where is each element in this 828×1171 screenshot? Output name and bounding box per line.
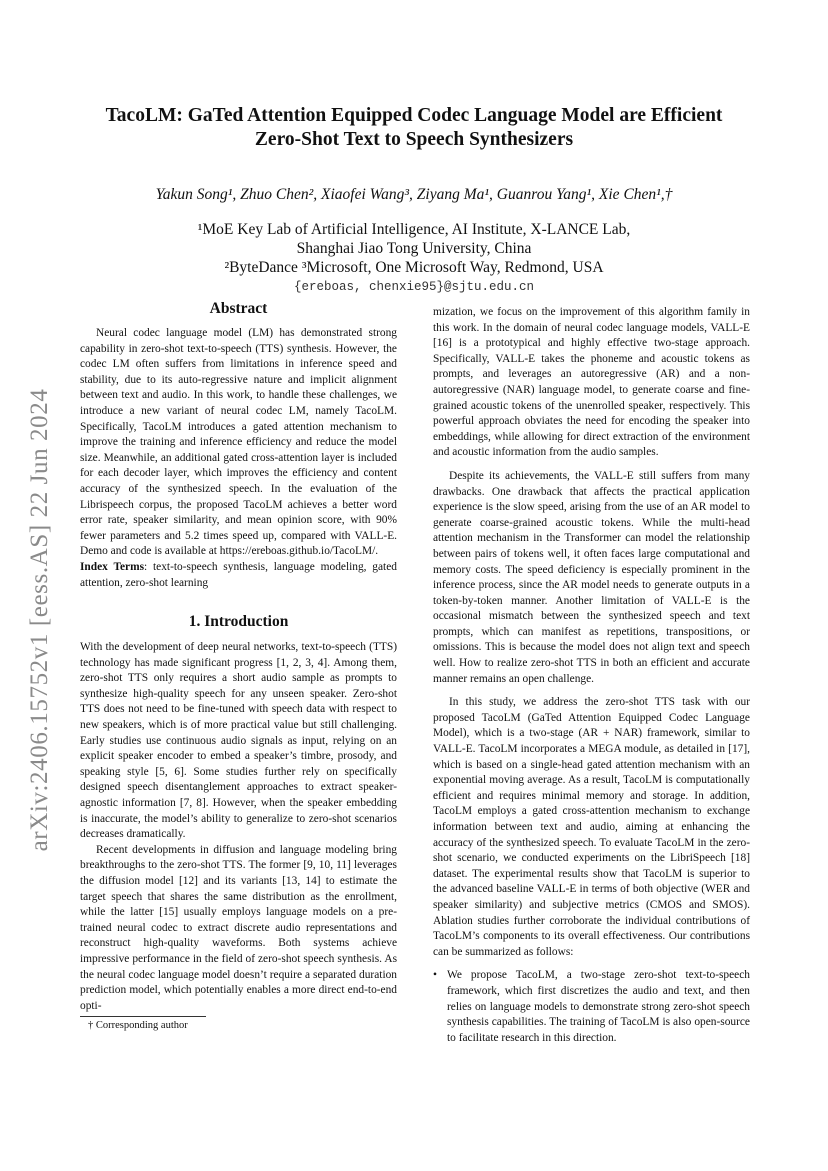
title-line-2: Zero-Shot Text to Speech Synthesizers bbox=[254, 129, 574, 150]
affiliation-line-1: ¹MoE Key Lab of Artificial Intelligence, AI Institute, X-LANCE Lab, bbox=[197, 221, 631, 238]
author-list: Yakun Song¹, Zhuo Chen², Xiaofei Wang³, Ziyang Ma¹, Guanrou Yang¹, Xie Chen¹,† bbox=[155, 186, 673, 203]
index-terms-label: Index Terms bbox=[80, 560, 145, 573]
index-terms bbox=[80, 560, 397, 591]
paper-title bbox=[80, 104, 748, 152]
affiliation-line-2: Shanghai Jiao Tong University, China bbox=[296, 240, 532, 257]
abstract-heading: Abstract bbox=[209, 300, 268, 317]
arxiv-identifier: arXiv:2406.15752v1 [eess.AS] 22 Jun 2024 bbox=[26, 388, 53, 852]
footnote: † Corresponding author bbox=[88, 1020, 188, 1031]
abstract-text: Neural codec language model (LM) has demonstrated strong capability in zero-shot text-to-speech (TTS) synthesis. However, the codec LM often suffers from limitations in inference speed and stability, due to its auto-regressive nature and implicit alignment between text and audio. In this work, to handle these challenges, we introduce a new variant of neural codec LM, namely TacoLM. Specifically, TacoLM introduces a gated attention mechanism to improve the training and inference efficiency and reduce the model size. Meanwhile, an additional gated cross-attention layer is included for each decoder layer, which improves the efficiency and content accuracy of the synthesized speech. In the evaluation of the Librispeech corpus, the proposed TacoLM achieves a better word error rate, speaker similarity, and mean opinion score, with 90% fewer parameters and 5.2 times speed up, compared with VALL-E. Demo and code is available at https://ereboas.github.io/TacoLM/. bbox=[80, 327, 397, 558]
right-paragraph-1: mization, we focus on the improvement of this algorithm family in this work. In the domain of neural codec language models, VALL-E [16] is a prototypical and highly effective two-stage approach. Specifically, VALL-E takes the phoneme and acoustic tokens as prompts, and leverages an autoregressive (AR) and a non-autoregressive (NAR) language model, to generate coarse and fine-grained acoustic tokens of the unenrolled speaker, respectively. This powerful approach obviates the need for encoding the speaker into embeddings, while allowing for direct extraction of the environment and acoustic information from the audio samples. bbox=[433, 306, 750, 459]
introduction-heading: 1. Introduction bbox=[188, 613, 289, 631]
contribution-text-1: We propose TacoLM, a two-stage zero-shot text-to-speech framework, which first discretizes the audio and text, and then relies on language models to demonstrate strong zero-shot speech synthesis capabilities. The training of TacoLM is also open-source to facilitate research in this direction. bbox=[447, 969, 750, 1044]
left-column bbox=[80, 300, 397, 1014]
right-column bbox=[433, 305, 750, 1046]
contribution-bullet-1 bbox=[433, 968, 750, 1046]
affiliation-line-3: ²ByteDance ³Microsoft, One Microsoft Way, Redmond, USA bbox=[224, 259, 604, 276]
intro-paragraph-1: With the development of deep neural networks, text-to-speech (TTS) technology has made significant progress [1, 2, 3, 4]. Among them, zero-shot TTS only requires a short audio sample as prompts to synthesize high-quality speech for any unseen speaker. Zero-shot TTS does not need to be fine-tuned with speech data with respect to new speakers, which is of more practical value but still challenging. Early studies use continuous audio signals as input, relying on an explicit speaker encoder to embed a speaker’s timbre, prosody, and speaking style [5, 6]. Some studies further rely on specifically designed speech disentanglement approaches to extract speaker-agnostic information [7, 8]. However, when the speaker embedding is inaccurate, the model’s ability to generalize to zero-shot scenarios decreases dramatically. bbox=[80, 641, 397, 841]
intro-paragraph-2: Recent developments in diffusion and language modeling bring breakthroughs to the zero-shot TTS. The former [9, 10, 11] leverages the diffusion model [12] and its variants [13, 14] to estimate the target speech that shares the same distribution as the enrollment, while the latter [15] usually employs language models on a pre-trained neural codec to extract discrete audio representations and reconstruct high-quality waveforms. Both systems achieve impressive performance in the field of zero-shot speech synthesis. As the neural codec language model doesn’t require a separated duration prediction model, which potentially enables a more direct end-to-end opti- bbox=[80, 843, 397, 1012]
right-paragraph-3: In this study, we address the zero-shot TTS task with our proposed TacoLM (GaTed Attention Equipped Codec Language Model), which is a two-stage (AR + NAR) framework, similar to VALL-E. TacoLM incorporates a MEGA module, as detailed in [17], which is based on a single-head gated attention mechanism with an exponential moving average. As a result, TacoLM is computationally efficient and requires minimal memory and storage. In addition, TacoLM employs a gated cross-attention mechanism to exchange information between text and audio, aiming at enhancing the accuracy of the synthesized speech. To evaluate TacoLM in the zero-shot scenario, we conducted experiments on the LibriSpeech [18] dataset. The experimental results show that TacoLM is superior to the advanced baseline VALL-E in terms of both objective (WER and speaker similarity) and subjective metrics (CMOS and SMOS). Ablation studies further corroborate the individual contributions of TacoLM’s components to its overall effectiveness. Our contributions can be summarized as follows: bbox=[433, 696, 750, 958]
affiliations bbox=[60, 220, 768, 297]
index-terms-text: : text-to-speech synthesis, language modeling, gated attention, zero-shot learning bbox=[80, 560, 397, 589]
bullet-mark: • bbox=[433, 969, 437, 982]
right-paragraph-2: Despite its achievements, the VALL-E still suffers from many drawbacks. One drawback that affects the practical application experience is the slow speed, arising from the use of an AR model to generate coarse-grained acoustic tokens. While the multi-head attention mechanism in the Transformer can model the relationship between pairs of tokens well, it often faces large computational and memory costs. The speed deficiency is especially prominent in the inference process, since the AR model needs to generate outputs in a token-by-token manner. Another limitation of VALL-E is the occasional mismatch between the synthesized speech and text prompts, which can manifest as repetitions, transpositions, or omissions. This is because the model does not align text and speech well. How to realize zero-shot TTS in both an efficient and accurate manner remains an open challenge. bbox=[433, 469, 750, 685]
contact-email: {ereboas, chenxie95}@sjtu.edu.cn bbox=[293, 280, 535, 294]
footnote-rule bbox=[80, 1016, 206, 1017]
title-line-1: TacoLM: GaTed Attention Equipped Codec Language Model are Efficient bbox=[105, 105, 723, 126]
arxiv-sidebar bbox=[22, 360, 58, 880]
